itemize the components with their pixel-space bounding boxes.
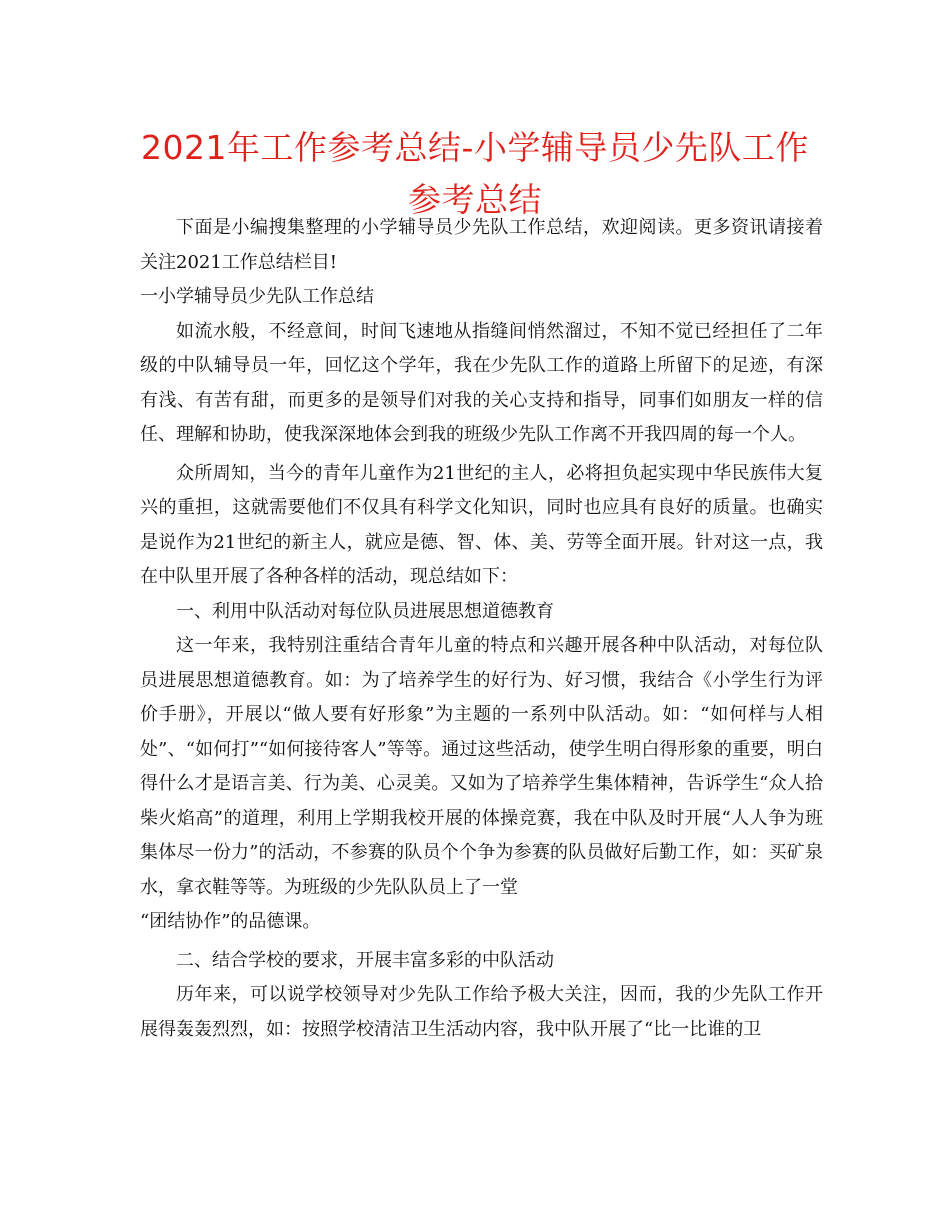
- paragraph-reflection: 如流水般，不经意间，时间飞速地从指缝间悄然溜过，不知不觉已经担任了二年级的中队辅导员一年，回忆这个学年，我在少先队工作的道路上所留下的足迹，有深有浅、有苦有甜，而更多的是领导们对我的关心支持和指导，同事们如朋友一样的信任、理解和协助，使我深深地体会到我的班级少先队工作离不开我四周的每一个人。: [140, 320, 823, 445]
- paragraph-purpose: 众所周知，当今的青年儿童作为21世纪的主人，必将担负起实现中华民族伟大复兴的重担，这就需要他们不仅具有科学文化知识，同时也应具有良好的质量。也确实是说作为21世纪的新主人，就应是德、智、体、美、劳等全面开展。针对这一点，我在中队里开展了各种各样的活动，现总结如下：: [140, 462, 823, 587]
- section-heading-one: 一、利用中队活动对每位队员进展思想道德教育: [176, 600, 554, 622]
- section-heading-two: 二、结合学校的要求，开展丰富多彩的中队活动: [176, 949, 554, 971]
- section-heading-main: 一小学辅导员少先队工作总结: [140, 286, 374, 307]
- paragraph-teamwork-lesson: “团结协作”的品德课。: [140, 911, 321, 932]
- document-title: 2021年工作参考总结-小学辅导员少先队工作参考总结: [141, 128, 809, 219]
- paragraph-intro: 下面是小编搜集整理的小学辅导员少先队工作总结，欢迎阅读。更多资讯请接着关注2021工作总结栏目!: [140, 217, 823, 273]
- paragraph-school-activities: 历年来，可以说学校领导对少先队工作给予极大关注，因而，我的少先队工作开展得轰轰烈烈，如：按照学校清洁卫生活动内容，我中队开展了“比一比谁的卫: [140, 984, 823, 1040]
- paragraph-moral-education: 这一年来，我特别注重结合青年儿童的特点和兴趣开展各种中队活动，对每位队员进展思想道德教育。如：为了培养学生的好行为、好习惯，我结合《小学生行为评价手册》，开展以“做人要有好形象”为主题的一系列中队活动。如：“如何样与人相处”、“如何打”“如何接待客人”等等。通过这些活动，使学生明白得形象的重要，明白得什么才是语言美、行为美、心灵美。又如为了培养学生集体精神，告诉学生“众人拾柴火焰高”的道理，利用上学期我校开展的体操竞赛，我在中队及时开展“人人争为班集体尽一份力”的活动，不参赛的队员个个争为参赛的队员做好后勤工作，如：买矿泉水，拿衣鞋等等。为班级的少先队队员上了一堂: [140, 635, 823, 898]
- document-body: [140, 211, 823, 1047]
